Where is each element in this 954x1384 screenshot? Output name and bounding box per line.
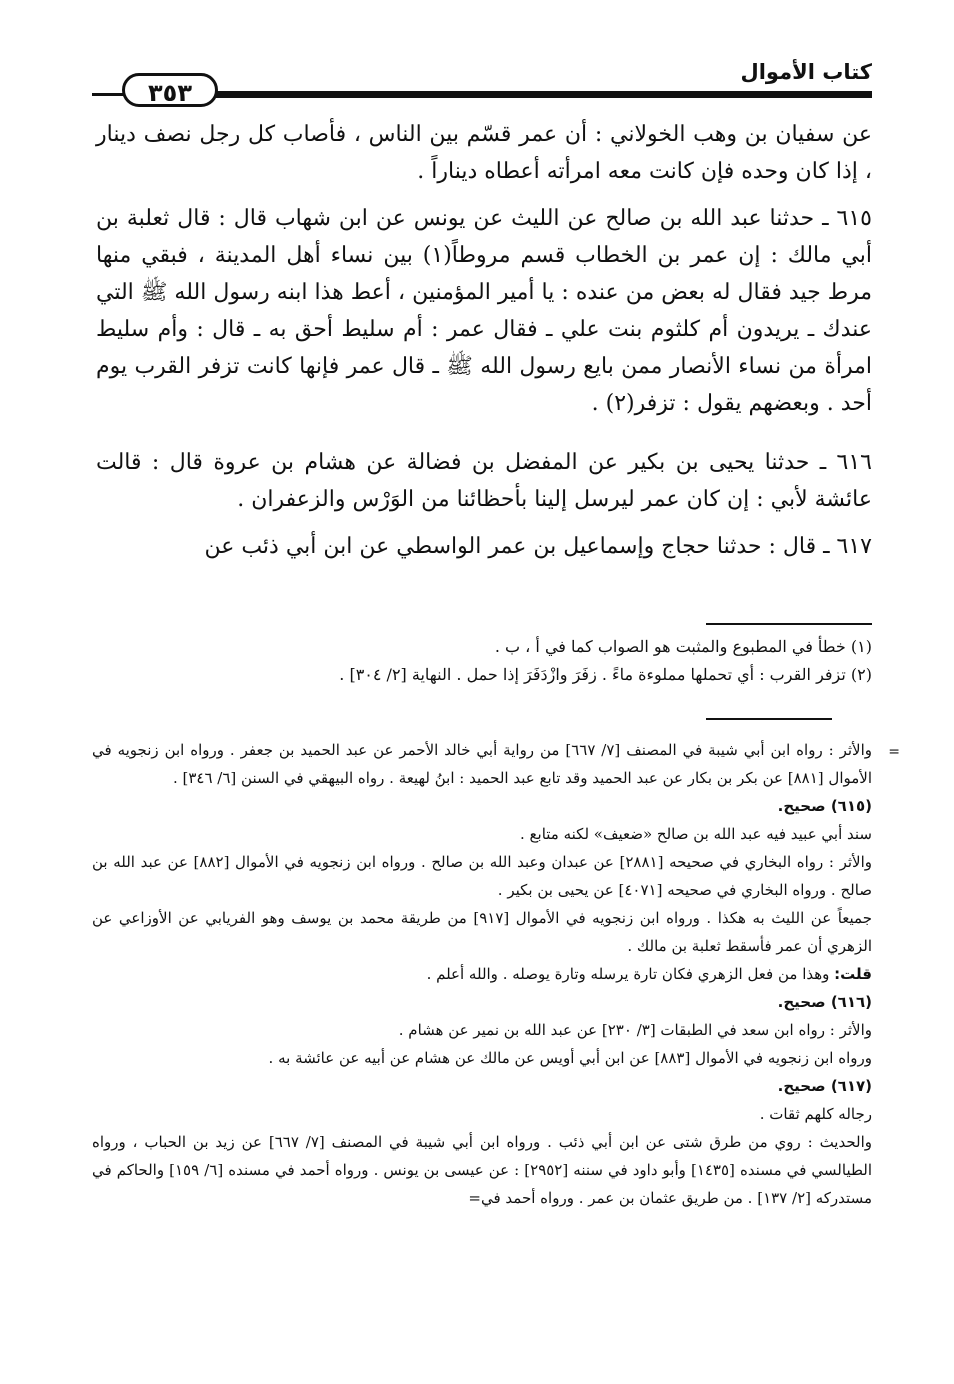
- commentary-615-c: جميعاً عن الليث به هكذا . ورواه ابن زنجويه في الأموال [٩١٧] من طريقة محمد بن يوسف وهو الفريابي عن الأوزاعي عن الزهري أن عمر فأسقط ثعلبة بن مالك .: [92, 909, 872, 955]
- commentary-intro: والأثر : رواه ابن أبي شيبة في المصنف [٧/ ٦٦٧] من رواية أبي خالد الأحمر عن عبد الحميد بن جعفر . ورواه ابن زنجويه في الأموال [٨٨١] عن بكر بن بكار عن عبد الحميد وقد تابع عبد الحميد : ابنُ لهيعة . رواه البيهقي في السنن [٦/ ٣٤٦] .: [92, 741, 872, 787]
- paragraph-615: ٦١٥ ـ حدثنا عبد الله بن صالح عن الليث عن يونس عن ابن شهاب قال : قال ثعلبة بن أبي مالك : إن عمر بن الخطاب قسم مروطاً(١) بين نساء أهل المدينة ، فبقي منها مرط جيد فقال له بعض من عنده : يا أمير المؤمنين ، أعط هذا ابنه رسول الله ﷺ التي عندك ـ يريدون أم كلثوم بنت علي ـ فقال عمر : أم سليط أحق به ـ قال : وأم سليط امرأة من نساء الأنصار ممن بايع رسول الله ﷺ ـ قال عمر فإنها كانت تزفر القرب يوم أحد . وبعضهم يقول : تزفر(٢) .: [96, 206, 873, 416]
- heading-615: (٦١٥) صحيح.: [777, 797, 872, 815]
- commentary-separator: [706, 718, 832, 720]
- footnotes: [100, 633, 872, 689]
- paragraph-intro: عن سفيان بن وهب الخولاني : أن عمر قسّم بين الناس ، فأصاب كل رجل نصف دينار ، إذا كان وحده فإن كانت معه امرأته أعطاه ديناراً .: [96, 122, 872, 184]
- qult-text: وهذا من فعل الزهري فكان تارة يرسله وتارة يوصله . والله أعلم .: [426, 965, 835, 983]
- commentary-617-b: والحديث : روي من طرق شتى عن ابن أبي ذئب . ورواه ابن أبي شيبة في المصنف [٧/ ٦٦٧] عن زيد بن الحباب ، ورواه الطيالسي في مسنده [١٤٣٥] وأبو داود في سننه [٢٩٥٢] : عن عيسى بن يونس . ورواه أحمد في مسنده [٦/ ١٥٩] والحاكم في مستدركه [٢/ ١٣٧] . من طريق عثمان بن عمر . ورواه أحمد في=: [92, 1133, 873, 1207]
- heading-617: (٦١٧) صحيح.: [777, 1077, 872, 1095]
- paragraph-616: ٦١٦ ـ حدثنا يحيى بن بكير عن المفضل بن فضالة عن هشام بن عروة قال : قالت عائشة لأبي : إن كان عمر ليرسل إلينا بأحظائنا من الوَرْس والزعفران .: [96, 450, 872, 512]
- page-header: [92, 58, 872, 110]
- paragraph-617: ٦١٧ ـ قال : حدثنا حجاج وإسماعيل بن عمر الواسطي عن ابن أبي ذئب عن: [204, 534, 872, 559]
- commentary-qult: [92, 960, 872, 988]
- header-rule: [200, 91, 872, 98]
- heading-616: (٦١٦) صحيح.: [777, 993, 872, 1011]
- footnote-2: (٢) تزفر القرب : أي تحملها مملوءة ماءً . زفَرَ وازْدَفَرَ إذا حمل . النهاية [٢/ ٣٠٤] .: [339, 665, 872, 684]
- commentary-616-a: والأثر : رواه ابن سعد في الطبقات [٣/ ٢٣٠] عن عبد الله بن نمير عن هشام .: [398, 1021, 872, 1039]
- commentary: [92, 736, 900, 1212]
- commentary-615-a: سند أبي عبيد فيه عبد الله بن صالح «ضعيف» لكنه متابع .: [520, 825, 872, 843]
- commentary-616-b: ورواه ابن زنجويه في الأموال [٨٨٣] عن ابن أبي أويس عن مالك عن هشام عن أبيه عن عائشة به .: [268, 1049, 872, 1067]
- footnote-1: (١) خطأ في المطبوع والمثبت هو الصواب كما في أ ، ب .: [494, 637, 872, 656]
- qult-label: قلت:: [834, 965, 872, 983]
- main-text: [96, 116, 872, 575]
- commentary-617-a: رجاله كلهم ثقات .: [759, 1105, 872, 1123]
- running-title: كتاب الأموال: [740, 60, 872, 84]
- commentary-615-b: والأثر : رواه البخاري في صحيحه [٢٨٨١] عن عبدان وعبد الله بن صالح . ورواه ابن زنجويه في الأموال [٨٨٢] عن عبد الله بن صالح . ورواه البخاري في صحيحه [٤٠٧١] عن يحيى بن بكير .: [92, 853, 873, 899]
- footnote-separator: [706, 623, 872, 625]
- continuation-mark: =: [888, 744, 900, 760]
- page-number: ٣٥٣: [122, 73, 218, 107]
